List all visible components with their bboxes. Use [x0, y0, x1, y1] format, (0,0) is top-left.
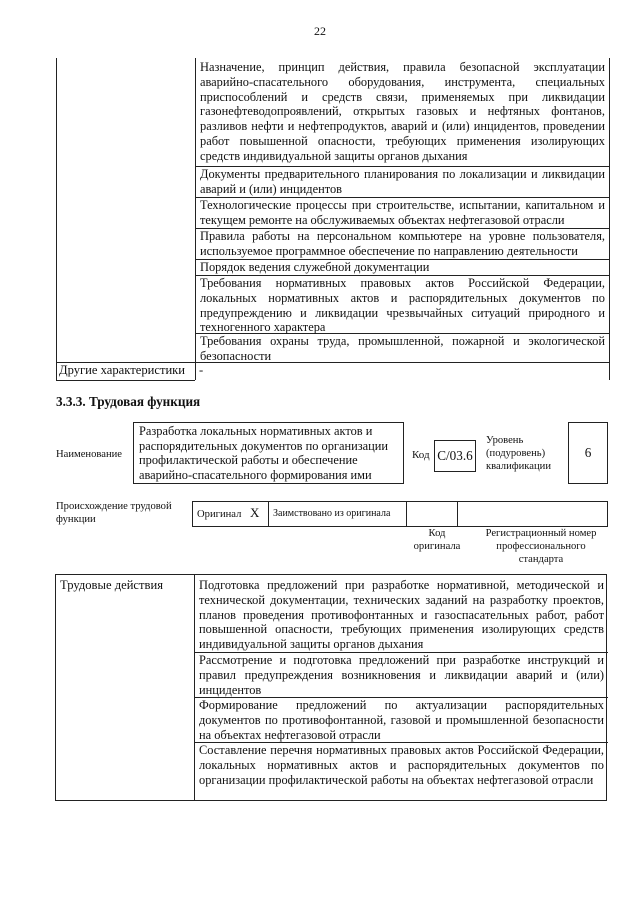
function-code: C/03.6 — [434, 440, 476, 472]
other-characteristics-label: Другие характеристики — [59, 363, 186, 377]
knowledge-item: Порядок ведения служебной документации — [196, 260, 609, 276]
knowledge-item: Назначение, принцип действия, правила безопасной эксплуатации аварийно-спасательного оборудования, инструмента, специальных приспособлений и средств связи, применяемых при ликвидации газонефтеводопроявлений, открытых газовых и нефтяных фонтанов, разливов нефти и нефтепродуктов, аварий и (или) инцидентов, проведении работ повышенной опасности, требующих применения изолирующих средств индивидуальной защиты органов дыхания — [196, 60, 609, 167]
original-checkmark: X — [250, 505, 260, 520]
level-label: Уровень (подуровень) квалификации — [486, 435, 551, 472]
knowledge-label-column — [56, 58, 195, 381]
knowledge-content-column — [195, 58, 610, 380]
labour-action-item: Формирование предложений по актуализации распорядительных документов по противофонтанной, газовой и промышленной безопасности на объектах нефтегазовой отрасли — [195, 698, 608, 743]
row-divider — [56, 362, 608, 363]
page-number: 22 — [314, 24, 326, 38]
section-title: 3.3.3. Трудовая функция — [56, 394, 201, 409]
original-cell — [192, 501, 269, 527]
original-code-caption: Код оригинала — [413, 528, 461, 552]
labour-action-item: Рассмотрение и подготовка предложений при разработке инструкций и правил предупреждения возникновения и ликвидации аварий и (или) инцидентов — [195, 653, 608, 698]
labour-action-item: Подготовка предложений при разработке нормативной, методической и технической документации, технических заданий на разработку проектов, планов проведения противофонтанных и газоспасательных работ, работ повышенной опасности, требующих применения изолирующих средств индивидуальной защиты органов дыхания — [195, 578, 608, 653]
knowledge-item: Требования нормативных правовых актов Российской Федерации, локальных нормативных актов и распорядительных документов по предупреждению и ликвидации чрезвычайных ситуаций природного и техногенного характера — [196, 276, 609, 334]
knowledge-item: Правила работы на персональном компьютере на уровне пользователя, используемое программное обеспечение по направлению деятельности — [196, 229, 609, 260]
borrowed-cell — [268, 501, 407, 527]
registration-number-cell — [457, 501, 608, 527]
code-label: Код — [412, 449, 430, 461]
knowledge-table — [56, 58, 608, 380]
original-code-cell — [406, 501, 458, 527]
other-characteristics-value: - — [199, 363, 204, 377]
labour-actions-table — [55, 574, 607, 801]
labour-action-item: Составление перечня нормативных правовых актов Российской Федерации, локальных нормативных актов и распорядительных документов по организации профилактической работы на объектах нефтегазовой отрасли — [199, 743, 604, 787]
original-label: Оригинал — [197, 509, 242, 520]
qualification-level: 6 — [568, 422, 608, 484]
origin-row — [192, 501, 608, 527]
borrowed-label: Заимствовано из оригинала — [273, 508, 391, 519]
registration-number-caption: Регистрационный номер профессионального стандарта — [485, 528, 597, 565]
labour-actions-label: Трудовые действия — [60, 578, 164, 592]
function-name: Разработка локальных нормативных актов и распорядительных документов по организации профилактической работы и обеспечение аварийно-спасательного формирования ими — [133, 422, 404, 484]
knowledge-item: Технологические процессы при строительстве, испытании, капитальном и текущем ремонте на обслуживаемых объектах нефтегазовой отрасли — [196, 198, 609, 229]
knowledge-item: Требования охраны труда, промышленной, пожарной и экологической безопасности — [196, 334, 609, 363]
name-label: Наименование — [56, 449, 122, 460]
knowledge-item: Документы предварительного планирования по локализации и ликвидации аварий и (или) инцидентов — [196, 167, 609, 198]
origin-label: Происхождение трудовой функции — [56, 501, 172, 525]
